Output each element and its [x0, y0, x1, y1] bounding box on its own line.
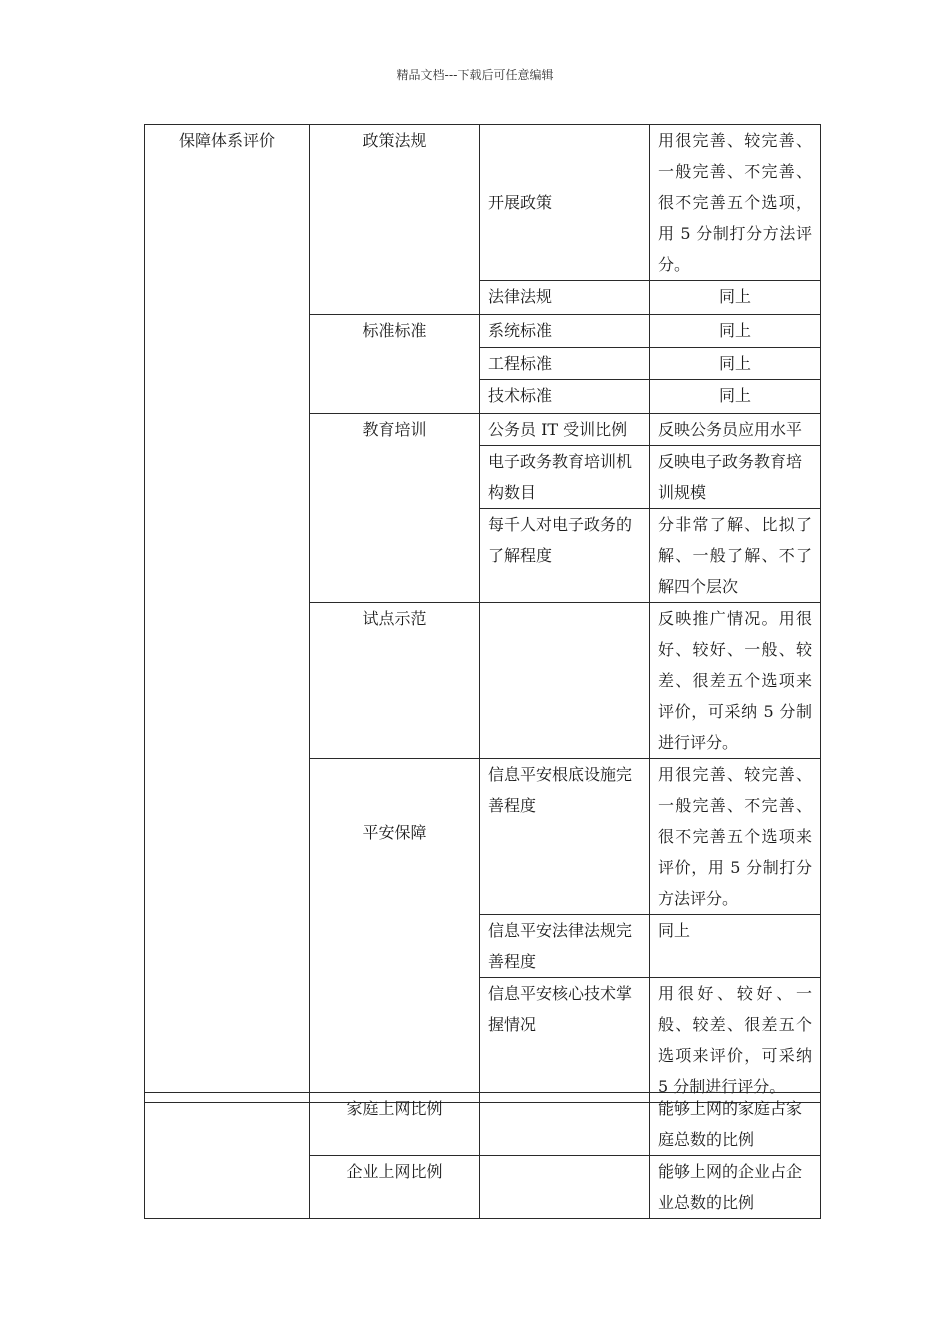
method-cell: 反映电子政务教育培训规模	[650, 446, 821, 509]
indicator-cell: 每千人对电子政务的了解程度	[480, 509, 650, 603]
method-cell: 同上	[650, 281, 821, 315]
method-cell: 用很好、较好、一般、较差、很差五个选项来评价，可采纳 5 分制进行评分。	[650, 978, 821, 1103]
subcategory-standard: 标准标准	[310, 315, 480, 414]
method-cell: 能够上网的企业占企业总数的比例	[650, 1156, 821, 1219]
subcategory-enterprise-internet: 企业上网比例	[310, 1156, 480, 1219]
table-row	[145, 1093, 821, 1156]
indicator-cell: 系统标准	[480, 315, 650, 348]
method-cell: 反映公务员应用水平	[650, 414, 821, 446]
indicator-cell: 公务员 IT 受训比例	[480, 414, 650, 446]
method-cell: 同上	[650, 380, 821, 414]
subcategory-pilot: 试点示范	[310, 603, 480, 759]
method-cell: 同上	[650, 915, 821, 978]
internet-table	[144, 1092, 821, 1219]
subcategory-policy: 政策法规	[310, 125, 480, 315]
evaluation-table	[144, 124, 821, 1103]
indicator-cell: 电子政务教育培训机构数目	[480, 446, 650, 509]
subcategory-home-internet: 家庭上网比例	[310, 1093, 480, 1156]
method-cell: 分非常了解、比拟了解、一般了解、不了解四个层次	[650, 509, 821, 603]
method-cell: 同上	[650, 348, 821, 380]
indicator-cell: 开展政策	[480, 125, 650, 281]
indicator-cell: 工程标准	[480, 348, 650, 380]
method-cell: 用很完善、较完善、一般完善、不完善、很不完善五个选项，用 5 分制打分方法评分。	[650, 125, 821, 281]
indicator-cell: 法律法规	[480, 281, 650, 315]
category-cell: 保障体系评价	[145, 125, 310, 1103]
method-cell: 用很完善、较完善、一般完善、不完善、很不完善五个选项来评价，用 5 分制打分方法评分。	[650, 759, 821, 915]
table-row	[145, 125, 821, 281]
indicator-cell: 技术标准	[480, 380, 650, 414]
indicator-cell: 信息平安核心技术掌握情况	[480, 978, 650, 1103]
method-cell: 同上	[650, 315, 821, 348]
subcategory-education: 教育培训	[310, 414, 480, 603]
indicator-cell	[480, 603, 650, 759]
indicator-cell: 信息平安法律法规完善程度	[480, 915, 650, 978]
method-cell: 反映推广情况。用很好、较好、一般、较差、很差五个选项来评价，可采纳 5 分制进行评分。	[650, 603, 821, 759]
indicator-cell	[480, 1093, 650, 1156]
subcategory-security: 平安保障	[310, 759, 480, 1103]
method-cell: 能够上网的家庭占家庭总数的比例	[650, 1093, 821, 1156]
indicator-cell	[480, 1156, 650, 1219]
page-header: 精品文档---下载后可任意编辑	[396, 68, 554, 82]
category-cell-empty	[145, 1093, 310, 1219]
indicator-cell: 信息平安根底设施完善程度	[480, 759, 650, 915]
